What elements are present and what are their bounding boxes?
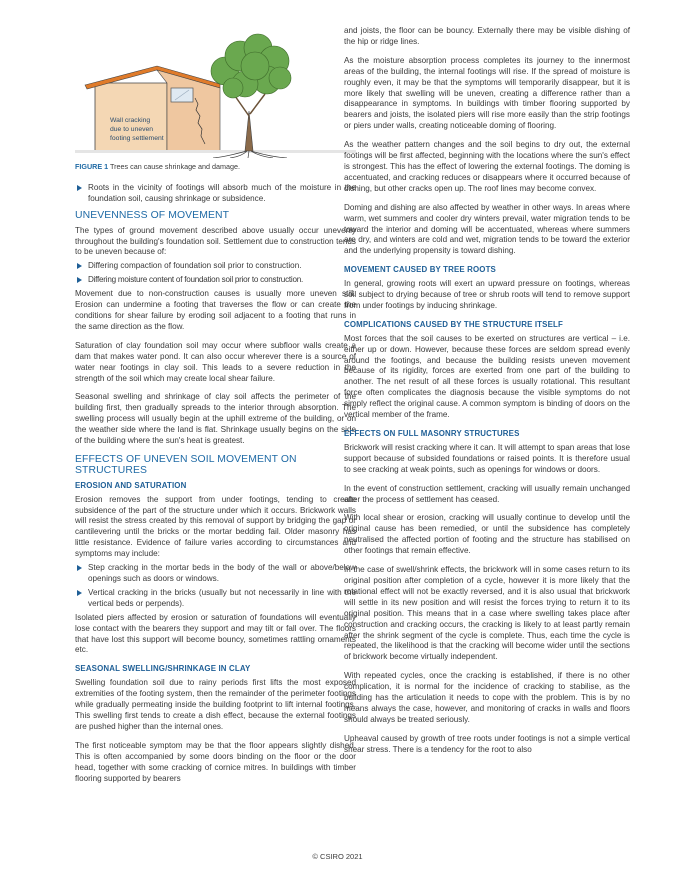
paragraph: and joists, the floor can be bouncy. Externally there may be visible dishing of the hip or ridge lines. [344,26,630,46]
list-item-text: Differing moisture content of foundation soil prior to construction. [88,275,303,285]
paragraph: Upheaval caused by growth of tree roots under footings is not a simple vertical shear stress. There is a tendency for the root to also [344,733,630,754]
list-item-text: Step cracking in the mortar beds in the body of the wall or above/below openings such as doors or windows. [88,563,356,583]
paragraph: Movement due to non-construction causes is usually more uneven still. Erosion can undermine a footing that traverses the flow or can create the conditions for shear failure by eroding soil adjacent to a footing that runs in the same direction as the flow. [75,289,356,331]
paragraph: Doming and dishing are also affected by weather in other ways. In areas where warm, wet summers and cooler dry winters prevail, water migration tends to be toward the interior and doming will be accentuated, whereas where summers are dry, and winters are cold and wet, migration tends to be toward the exterior and the underlying propensity is toward dishing. [344,202,630,256]
triangle-bullet-icon [77,590,82,596]
list-item [75,588,356,610]
erosion-bullet-list [75,563,356,610]
paragraph: In the event of construction settlement, cracking will usually remain unchanged after the process of settlement has ceased. [344,483,630,504]
list-item [75,261,356,272]
paragraph: In the case of swell/shrink effects, the brickwork will in some cases return to its original position after completion of a cycle, however it is more likely that the rotational effect will not be exactly reversed, and it is also usual that brickwork will settle in its new position and will resist the forces trying to return it to its original position. This means that in a case where swelling takes place after construction and cracking occurs, the cracking is likely to at least partly remain after the shrink segment of the cycle is complete. Thus, each time the cycle is repeated, the likelihood is that the cracking will become wider until the sections of brickwork become virtually independent. [344,565,630,662]
wall-label-line: due to uneven [110,125,154,133]
paragraph: The first noticeable symptom may be that the floor appears slightly dished. This is often accompanied by some doors binding on the floor or the door head, together with some cracking of cornice mitres. In buildings with timber flooring supported by bearers [75,740,356,783]
list-item-text: Roots in the vicinity of footings will absorb much of the moisture in the foundation soil, causing shrinkage or subsidence. [88,182,356,203]
heading-effects: EFFECTS OF UNEVEN SOIL MOVEMENT ON STRUCTURES [75,453,297,476]
right-column [344,26,630,764]
figure-caption-text: Trees can cause shrinkage and damage. [110,162,241,171]
paragraph: Most forces that the soil causes to be exerted on structures are vertical – i.e. either up or down. However, because these forces are seldom spread evenly around the footings, and because the building resists uneven movement because of its rigidity, forces are exerted from one part of the building to another. The net result of all these forces is usually rotational. This resultant force often complicates the diagnosis because the visible symptoms do not simply reflect the original cause. A common symptom is binding of doors on the vertical member of the frame. [344,333,630,420]
paragraph: In general, growing roots will exert an upward pressure on footings, whereas soil subject to drying because of tree or shrub roots will tend to remove support from under footings by inducing shrinkage. [344,279,630,310]
figure-tree-damage [75,26,356,158]
roots-bullet-list [75,183,356,205]
paragraph: Swelling foundation soil due to rainy periods first lifts the most exposed extremities of the footing system, then the remainder of the perimeter footings while gradually permeating inside the building footprint to lift internal footings. This swelling first tends to create a dish effect, because the external footings are pushed higher than the internal ones. [75,678,356,731]
paragraph: Saturation of clay foundation soil may occur where subfloor walls create a dam that makes water pond. It can also occur wherever there is a source of water near footings in clay soil. This leads to a severe reduction in the strength of the soil which may create local shear failure. [75,340,356,383]
figure-label: FIGURE 1 [75,162,109,171]
paragraph: Brickwork will resist cracking where it can. It will attempt to span areas that lose support because of subsided foundations or raised points. It is therefore usual to see cracking at weak points, such as openings for windows or doors. [344,442,630,474]
triangle-bullet-icon [77,565,82,571]
paragraph: With repeated cycles, once the cracking is established, if there is no other complication, it is normal for the incidence of cracking to stabilise, as the building has the articulation it needs to cope with the problem. This is by no means always the case, however, and monitoring of cracks in walls and floors should always be treated seriously. [344,671,630,724]
list-item [75,563,356,585]
list-item [75,275,356,286]
list-item-text: Vertical cracking in the bricks (usually but not necessarily in line with the vertical beds or perpends). [88,587,356,608]
triangle-bullet-icon [77,185,82,191]
list-item [75,183,356,205]
page-footer: © CSIRO 2021 [312,852,363,861]
paragraph: Isolated piers affected by erosion or saturation of foundations will eventually lose contact with the bearers they support and may tilt or fall over. The floors that have lost this support will become bouncy, sometimes rattling ornaments etc. [75,612,356,655]
construction-bullet-list [75,261,356,286]
subheading-erosion: EROSION AND SATURATION [75,480,187,490]
left-column [75,26,356,792]
subheading-complications: COMPLICATIONS CAUSED BY THE STRUCTURE ITSELF [344,319,563,329]
triangle-bullet-icon [77,263,82,269]
paragraph: As the weather pattern changes and the soil begins to dry out, the external footings will be first affected, beginning with the locations where the sun's effect is strongest. This has the effect of lowering the external footings. The doming is accentuated, and cracking reduces or disappears where it occurred because of dishing, but other cracks open up. The roof lines may become convex. [344,140,630,193]
triangle-bullet-icon [77,277,82,283]
wall-label-line: footing settlement [110,134,164,142]
paragraph: Erosion removes the support from under footings, tending to create subsidence of the part of the structure under which it occurs. Brickwork walls will resist the stress created by this removal of support by bridging the gap or cantilevering until the bricks or the mortar bedding fail. Older masonry has little resistance. Evidence of failure varies according to circumstances and symptoms may include: [75,494,356,559]
wall-label-line: Wall cracking [110,117,151,124]
paragraph: Seasonal swelling and shrinkage of clay soil affects the perimeter of the building first, then gradually spreads to the interior through absorption. The swelling process will usually begin at the uphill extreme of the building, or on the weather side where the land is flat. Shrinkage usually begins on the side of the building where the sun's heat is greatest. [75,392,356,446]
paragraph: With local shear or erosion, cracking will usually continue to develop until the original cause has been remedied, or until the subsidence has completely neutralised the affected portion of footing and the structure has stabilised on other footings that remain effective. [344,513,630,556]
subheading-tree-roots: MOVEMENT CAUSED BY TREE ROOTS [344,265,496,275]
heading-unevenness: UNEVENNESS OF MOVEMENT [75,209,230,221]
list-item-text: Differing compaction of foundation soil prior to construction. [88,261,302,271]
paragraph: As the moisture absorption process completes its journey to the innermost areas of the building, the internal footings will rise. If the spread of moisture is roughly even, it may be that the symptoms will temporarily disappear, but it is more likely that swelling will be uneven, creating a difference rather than a disappearance in symptoms. In buildings with timber flooring supported by bearers and joists, the isolated piers will rise more easily than the strip footings or piers under walls, creating noticeable doming of flooring. [344,55,630,131]
figure-caption [75,162,356,173]
paragraph: The types of ground movement described above usually occur unevenly throughout the building's foundation soil. Settlement due to construction tends to be uneven because of: [75,225,356,257]
wall-cracking-label [110,117,164,143]
subheading-masonry: EFFECTS ON FULL MASONRY STRUCTURES [344,429,520,438]
subheading-swelling: SEASONAL SWELLING/SHRINKAGE IN CLAY [75,664,251,674]
